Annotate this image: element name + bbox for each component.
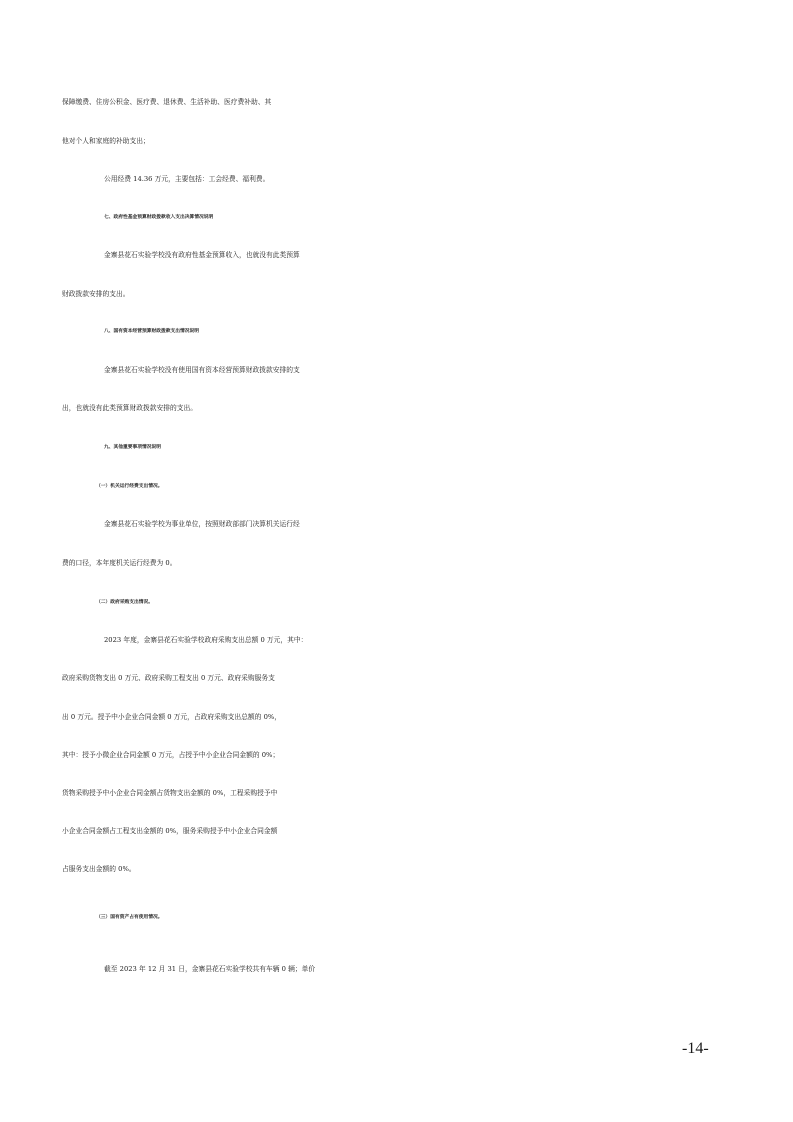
body-text-line: 2023 年度，金寨县花石实验学校政府采购支出总额 0 万元，其中：: [104, 636, 308, 644]
body-text-line: 政府采购货物支出 0 万元、政府采购工程支出 0 万元、政府采购服务支: [62, 674, 275, 682]
body-text-line: 财政拨款安排的支出。: [62, 290, 130, 298]
body-text-line: 金寨县花石实验学校没有政府性基金预算收入，也就没有此类预算: [104, 251, 300, 259]
body-text-line: 货物采购授予中小企业合同金额占货物支出金额的 0%，工程采购授予中: [62, 789, 278, 797]
body-text-line: 他对个人和家庭的补助支出；: [62, 137, 150, 145]
subsection-heading-3: （三）国有资产占有使用情况。: [96, 915, 163, 920]
body-text-line: 出 0 万元。授予中小企业合同金额 0 万元，占政府采购支出总额的 0%，: [62, 713, 282, 721]
body-text-line: 其中：授予小微企业合同金额 0 万元，占授予中小企业合同金额的 0%；: [62, 751, 280, 759]
section-heading-8: 八、国有资本经营预算财政拨款支出情况说明: [104, 329, 200, 334]
section-heading-7: 七、政府性基金预算财政拨款收入支出决算情况说明: [104, 215, 214, 220]
subsection-heading-2: （二）政府采购支出情况。: [96, 600, 154, 605]
subsection-heading-1: （一）机关运行经费支出情况。: [96, 484, 163, 489]
section-heading-9: 九、其他重要事项情况说明: [104, 445, 162, 450]
page-number: -14-: [682, 1040, 709, 1057]
body-text-line: 金寨县花石实验学校没有使用国有资本经营预算财政拨款安排的支: [104, 366, 300, 374]
body-text-line: 保障缴费、住房公积金、医疗费、退休费、生活补助、医疗费补助、其: [62, 98, 272, 106]
body-text-line: 小企业合同金额占工程支出金额的 0%，服务采购授予中小企业合同金额: [62, 827, 278, 835]
body-text-line: 占服务支出金额的 0%。: [62, 865, 136, 873]
body-text-line: 费的口径，本年度机关运行经费为 0。: [62, 559, 177, 567]
body-text-line: 截至 2023 年 12 月 31 日，金寨县花石实验学校共有车辆 0 辆；单价: [104, 965, 316, 973]
body-text-line: 公用经费 14.36 万元，主要包括：工会经费、福利费。: [104, 175, 270, 183]
body-text-line: 出，也就没有此类预算财政拨款安排的支出。: [62, 404, 198, 412]
body-text-line: 金寨县花石实验学校为事业单位，按照财政部部门决算机关运行经: [104, 520, 300, 528]
